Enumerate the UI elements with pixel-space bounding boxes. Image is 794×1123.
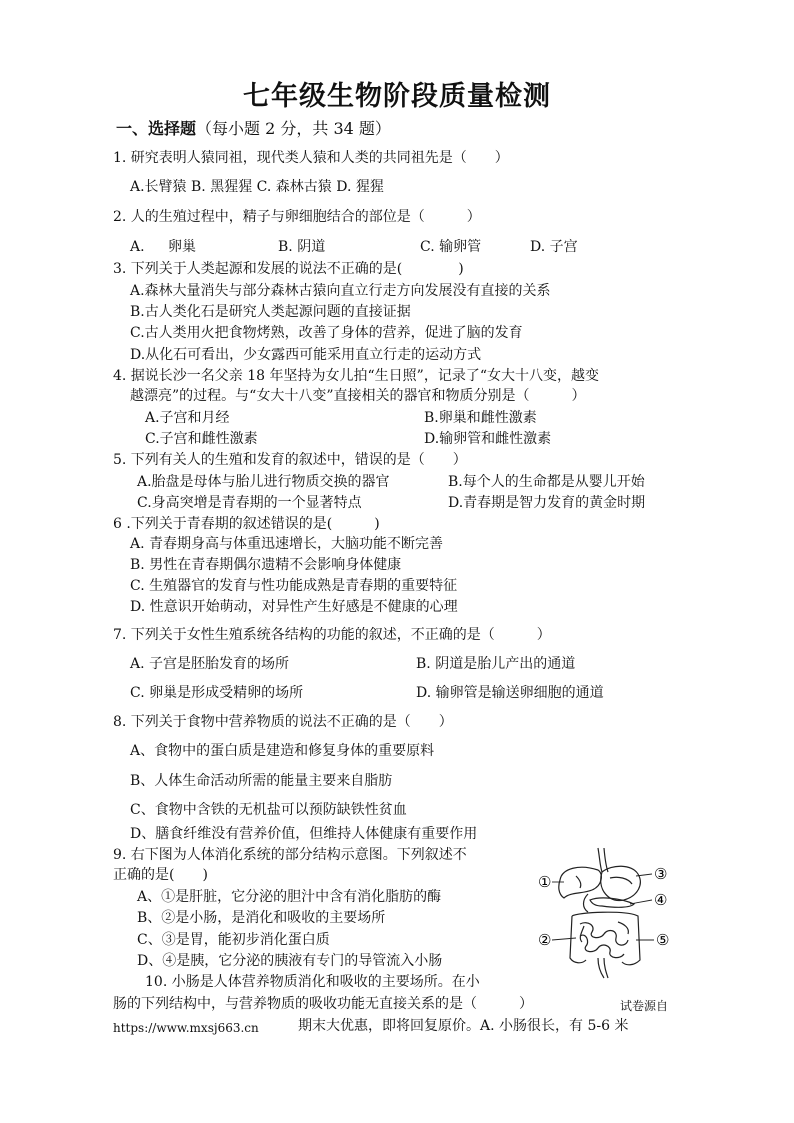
- question-9-option-b: B、②是小肠，是消化和吸收的主要场所: [137, 910, 386, 926]
- question-4-option-c: C.子宫和雌性激素: [145, 431, 258, 447]
- page-title: 七年级生物阶段质量检测: [243, 81, 551, 112]
- question-3-option-d: D.从化石可看出，少女露西可能采用直立行走的运动方式: [130, 347, 482, 363]
- question-7-option-d: D. 输卵管是输送卵细胞的通道: [416, 685, 604, 701]
- section-name: 选择题: [148, 119, 197, 138]
- footer-url: https://www.mxsj663.cn: [113, 1021, 259, 1035]
- question-9-stem-line-1: 9. 右下图为人体消化系统的部分结构示意图。下列叙述不: [113, 847, 467, 863]
- question-7-stem: 7. 下列关于女性生殖系统各结构的功能的叙述，不正确的是（ ）: [113, 627, 551, 643]
- question-8-stem: 8. 下列关于食物中营养物质的说法不正确的是（ ）: [113, 714, 453, 730]
- footer-text: 期末大优惠，即将回复原价。A. 小肠很长，有 5-6 米: [298, 1018, 629, 1034]
- question-9-option-c: C、③是胃，能初步消化蛋白质: [137, 932, 330, 948]
- question-1-stem: 1. 研究表明人猿同祖，现代类人猿和人类的共同祖先是（ ）: [113, 150, 509, 166]
- source-note: 试卷源自: [620, 999, 669, 1013]
- section-note: （每小题 2 分，共 34 题）: [196, 119, 391, 138]
- question-5-stem: 5. 下列有关人的生殖和发育的叙述中，错误的是（ ）: [113, 452, 467, 468]
- question-5-option-a: A.胎盘是母体与胎儿进行物质交换的器官: [137, 474, 390, 490]
- question-9-option-a: A、①是肝脏，它分泌的胆汁中含有消化脂肪的酶: [137, 889, 442, 905]
- question-3-option-a: A.森林大量消失与部分森林古猿向直立行走方向发展没有直接的关系: [130, 283, 551, 299]
- question-4-stem-line-1: 4. 据说长沙一名父亲 18 年坚持为女儿拍“生日照”，记录了“女大十八变，越变: [113, 368, 599, 384]
- question-4-option-a: A.子宫和月经: [145, 410, 230, 426]
- question-10-stem-line-1: 10. 小肠是人体营养物质消化和吸收的主要场所。在小: [145, 974, 480, 990]
- question-3-option-b: B.古人类化石是研究人类起源问题的直接证据: [130, 304, 411, 320]
- question-6-option-b: B. 男性在青春期偶尔遗精不会影响身体健康: [130, 557, 402, 573]
- question-8-option-d: D、膳食纤维没有营养价值，但维持人体健康有重要作用: [130, 826, 478, 842]
- figure-label-2: ②: [538, 931, 552, 949]
- question-7-option-b: B. 阴道是胎儿产出的通道: [416, 656, 576, 672]
- question-2-option-b: B. 阴道: [278, 239, 326, 255]
- question-2-option-d: D. 子宫: [530, 239, 578, 255]
- question-2-option-a: A.: [130, 239, 145, 255]
- question-6-option-a: A. 青春期身高与体重迅速增长，大脑功能不断完善: [130, 536, 444, 552]
- question-6-option-d: D. 性意识开始萌动，对异性产生好感是不健康的心理: [130, 599, 458, 615]
- section-number: 一、: [116, 119, 149, 138]
- question-8-option-b: B、人体生命活动所需的能量主要来自脂肪: [130, 773, 393, 789]
- question-6-option-c: C. 生殖器官的发育与性功能成熟是青春期的重要特征: [130, 578, 458, 594]
- question-2-option-a-text: 卵巢: [168, 239, 196, 255]
- question-10-stem-line-2: 肠的下列结构中，与营养物质的吸收功能无直接关系的是（ ）: [113, 996, 533, 1012]
- question-6-stem: 6 .下列关于青春期的叙述错误的是( ): [113, 516, 380, 532]
- question-2-option-c: C. 输卵管: [420, 239, 482, 255]
- question-4-option-d: D.输卵管和雌性激素: [424, 431, 552, 447]
- digestive-system-figure: [530, 842, 680, 982]
- question-4-option-b: B.卵巢和雌性激素: [424, 410, 537, 426]
- section-heading: [116, 120, 391, 138]
- question-5-option-d: D.青春期是智力发育的黄金时期: [448, 495, 646, 511]
- figure-label-1: ①: [538, 873, 552, 891]
- question-3-option-c: C.古人类用火把食物烤熟，改善了身体的营养，促进了脑的发育: [130, 325, 523, 341]
- question-7-option-a: A. 子宫是胚胎发育的场所: [130, 656, 290, 672]
- figure-label-3: ③: [654, 865, 668, 883]
- question-8-option-c: C、食物中含铁的无机盐可以预防缺铁性贫血: [130, 802, 407, 818]
- question-2-stem: 2. 人的生殖过程中，精子与卵细胞结合的部位是（ ）: [113, 209, 481, 225]
- question-5-option-b: B.每个人的生命都是从婴儿开始: [448, 474, 645, 490]
- question-3-stem: 3. 下列关于人类起源和发展的说法不正确的是( ): [113, 261, 464, 277]
- question-9-stem-line-2: 正确的是( ): [113, 867, 208, 883]
- question-1-options: A.长臂猿 B. 黑猩猩 C. 森林古猿 D. 猩猩: [130, 179, 384, 195]
- question-5-option-c: C.身高突增是青春期的一个显著特点: [137, 495, 362, 511]
- question-4-stem-line-2: 越漂亮”的过程。与“女大十八变”直接相关的器官和物质分别是（ ）: [130, 388, 586, 404]
- question-8-option-a: A、食物中的蛋白质是建造和修复身体的重要原料: [130, 743, 435, 759]
- question-7-option-c: C. 卵巢是形成受精卵的场所: [130, 685, 304, 701]
- question-9-option-d: D、④是胰，它分泌的胰液有专门的导管流入小肠: [137, 953, 443, 969]
- figure-label-5: ⑤: [656, 931, 670, 949]
- figure-label-4: ④: [654, 891, 668, 909]
